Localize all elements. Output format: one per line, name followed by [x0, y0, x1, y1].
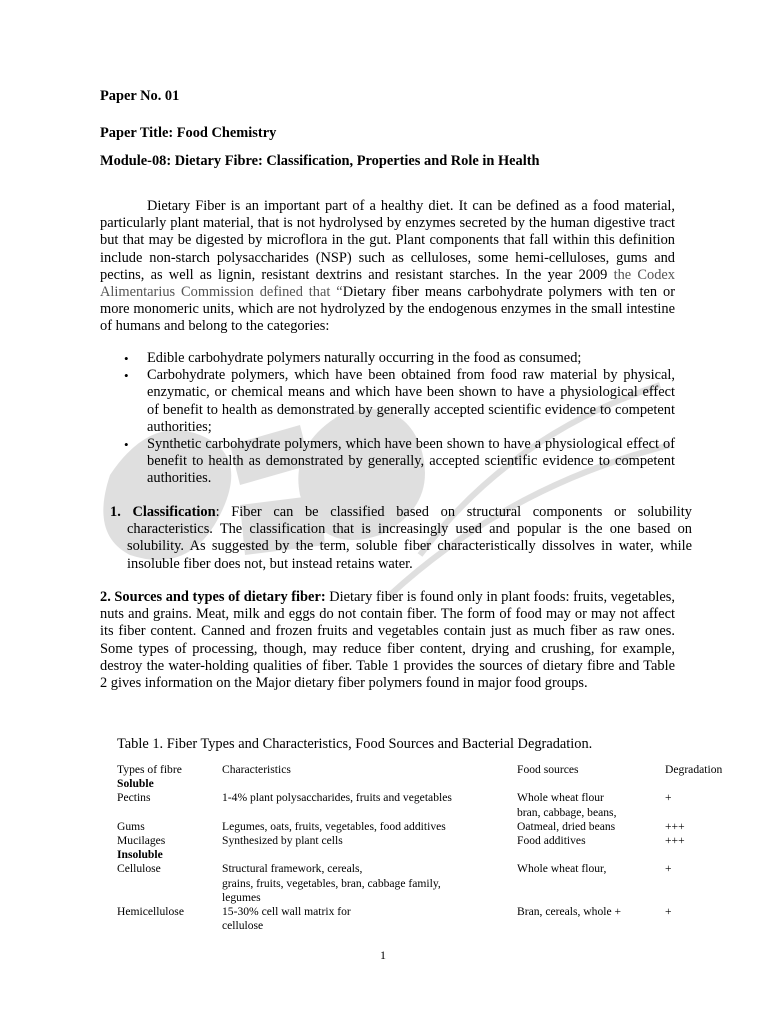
table-cell: +: [665, 791, 672, 805]
intro-text-part2: Dietary fiber means carbohydrate polymers with ten or more monomeric units, which are not hydrolyzed by the endogenous enzymes in the small intestine of humans and belong to the categories:: [100, 284, 675, 335]
codex-text: the Codex Alimentarius Commission defined that “: [100, 266, 675, 301]
list-item: [100, 367, 675, 436]
table-cell: Oatmeal, dried beans: [517, 819, 616, 833]
table-cell: Gums: [117, 819, 145, 833]
table-header-cell: Types of fibre: [117, 763, 182, 776]
table-cell: legumes: [222, 890, 261, 904]
table-cell: Pectins: [117, 791, 151, 805]
list-item-text: Carbohydrate polymers, which have been obtained from food raw material by physical, enzymatic, or chemical means and which have been shown to have a physiological effect of benefit to health as demonstrated by generally accepted scientific evidence to competent authorities;: [147, 367, 675, 435]
table-header-cell: Degradation: [665, 763, 723, 776]
section-heading: Classification: [132, 504, 216, 520]
table-cell: Mucilages: [117, 833, 166, 847]
table-cell: Whole wheat flour,: [517, 862, 607, 876]
section-number: 2.: [100, 589, 111, 605]
table-cell: 1-4% plant polysaccharides, fruits and vegetables: [222, 791, 452, 805]
table-header-cell: Food sources: [517, 763, 579, 776]
list-item-text: Synthetic carbohydrate polymers, which have been shown to have a physiological effect of benefit to health as demonstrated by generally, accepted scientific evidence to competent authorities.: [147, 436, 675, 487]
table-cell: Hemicellulose: [117, 904, 184, 918]
table-cell: +: [665, 862, 672, 876]
section-heading: Sources and types of dietary fiber:: [114, 589, 326, 605]
table-cell: grains, fruits, vegetables, bran, cabbage family,: [222, 876, 441, 890]
table-cell: +++: [665, 819, 685, 833]
table-cell: Cellulose: [117, 862, 161, 876]
paper-number: Paper No. 01: [100, 88, 180, 104]
bullet-icon: •: [124, 351, 129, 366]
table-cell: Structural framework, cereals,: [222, 862, 363, 876]
table-cell: Food additives: [517, 833, 586, 847]
bullet-icon: •: [124, 437, 129, 453]
table-group-label: Soluble: [117, 777, 154, 791]
module-title: Module-08: Dietary Fibre: Classification, Properties and Role in Health: [100, 153, 540, 169]
list-item-text: Edible carbohydrate polymers naturally occurring in the food as consumed;: [147, 350, 582, 366]
list-item: [100, 350, 675, 367]
page-number: 1: [380, 948, 386, 962]
table-group-label: Insoluble: [117, 848, 163, 862]
list-item: [100, 436, 675, 488]
paper-title: Paper Title: Food Chemistry: [100, 125, 277, 141]
table-cell: bran, cabbage, beans,: [517, 805, 617, 819]
section-sources: [100, 589, 675, 692]
table-header-cell: Characteristics: [222, 763, 291, 776]
table-cell: cellulose: [222, 919, 264, 933]
intro-text-part1: Dietary Fiber is an important part of a healthy diet. It can be defined as a food material, particularly plant material, that is not hydrolysed by enzymes secreted by the human digestive tract but that may be digested by microflora in the gut. Plant components that fall within this definition include non-starch polysaccharides (NSP) such as celluloses, some hemi-celluloses, gums and pectins, as well as lignin, resistant dextrins and resistant starches. In the year 2009: [100, 198, 675, 283]
intro-paragraph: [100, 198, 675, 336]
table-cell: Synthesized by plant cells: [222, 833, 343, 847]
bullet-icon: •: [124, 368, 129, 384]
table-caption: Table 1. Fiber Types and Characteristics, Food Sources and Bacterial Degradation.: [117, 736, 593, 752]
section-text: Dietary fiber is found only in plant foods: fruits, vegetables, nuts and grains. Meat, milk and eggs do not contain fiber. The form of food may or may not affect its fiber content. Canned and frozen fruits and vegetables contain just as much fiber as raw ones. Some types of processing, though, may reduce fiber content, drying and crushing, for example, destroy the water-holding qualities of fiber. Table 1 provides the sources of dietary fibre and Table 2 gives information on the Major dietary fiber polymers found in major food groups.: [100, 589, 675, 692]
table-cell: Bran, cereals, whole +: [517, 904, 622, 918]
table-cell: Whole wheat flour: [517, 791, 604, 805]
category-list: [100, 350, 675, 488]
section-text: : Fiber can be classified based on structural components or solubility characteristics. The classification that is increasingly used and popular is the one based on solubility. As suggested by the term, soluble fiber characteristically dissolves in water, while insoluble fiber does not, but instead retains water.: [127, 504, 692, 572]
table-cell: +: [665, 904, 672, 918]
section-number: 1.: [110, 504, 121, 520]
section-classification: [110, 504, 692, 573]
table-cell: +++: [665, 833, 685, 847]
table-cell: Legumes, oats, fruits, vegetables, food additives: [222, 819, 446, 833]
table-cell: 15-30% cell wall matrix for: [222, 904, 351, 918]
